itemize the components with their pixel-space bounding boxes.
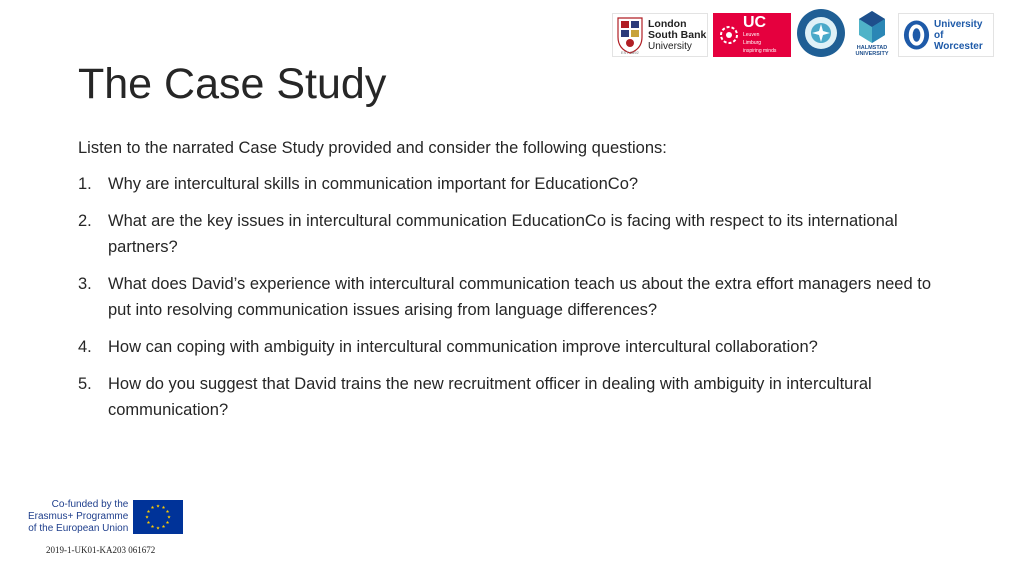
question-number: 5. bbox=[78, 375, 92, 393]
question-number: 1. bbox=[78, 175, 92, 193]
question-text: Why are intercultural skills in communication important for EducationCo? bbox=[108, 175, 639, 193]
halmstad-caption-line2: UNIVERSITY bbox=[855, 51, 889, 57]
question-text: How can coping with ambiguity in intercultural communication improve intercultural collaboration? bbox=[108, 338, 818, 356]
question-number: 4. bbox=[78, 338, 92, 356]
question-item bbox=[78, 208, 958, 260]
question-text: What does David’s experience with intercultural communication teach us about the extra effort managers need to put into resolving communication issues arising from language differences? bbox=[108, 275, 932, 319]
lsbu-logo bbox=[612, 13, 708, 57]
bursa-uludag-logo bbox=[796, 8, 846, 58]
halmstad-university-logo bbox=[851, 9, 893, 59]
intro-text: Listen to the narrated Case Study provided and consider the following questions: bbox=[78, 139, 667, 157]
question-number: 2. bbox=[78, 212, 92, 230]
question-number: 3. bbox=[78, 275, 92, 293]
worcester-emblem-icon bbox=[902, 18, 931, 52]
question-text: What are the key issues in intercultural communication EducationCo is facing with respect to its international partners? bbox=[108, 212, 898, 256]
question-item bbox=[78, 171, 958, 197]
uc-leuven-limburg-emblem-icon bbox=[719, 25, 739, 45]
erasmus-cofunding-block bbox=[28, 499, 183, 535]
lsbu-wordmark: London South Bank University bbox=[648, 17, 707, 52]
question-item bbox=[78, 371, 958, 423]
worcester-wordmark: University of Worcester bbox=[934, 18, 983, 52]
uc-leuven-limburg-logo bbox=[713, 13, 791, 57]
question-text: How do you suggest that David trains the new recruitment officer in dealing with ambiguity in intercultural communication? bbox=[108, 375, 872, 419]
question-item bbox=[78, 271, 958, 323]
university-of-worcester-logo bbox=[898, 13, 994, 57]
project-reference: 2019-1-UK01-KA203 061672 bbox=[46, 545, 156, 555]
slide-title: The Case Study bbox=[78, 60, 387, 108]
erasmus-cofunding-text: Co-funded by the Erasmus+ Programme of the European Union bbox=[28, 499, 129, 534]
halmstad-caption-line1: HALMSTAD bbox=[856, 45, 888, 51]
halmstad-mark-icon bbox=[857, 9, 887, 45]
questions-list bbox=[78, 171, 958, 434]
partner-logos bbox=[612, 12, 994, 58]
lsbu-crest-caption: EST 1892 bbox=[621, 50, 639, 55]
lsbu-crest-icon bbox=[615, 15, 645, 55]
eu-flag-icon bbox=[133, 500, 183, 534]
uc-leuven-limburg-wordmark: UC Leuven Limburg inspiring minds bbox=[743, 14, 777, 54]
question-item bbox=[78, 334, 958, 360]
bursa-uludag-seal-icon bbox=[796, 8, 846, 58]
